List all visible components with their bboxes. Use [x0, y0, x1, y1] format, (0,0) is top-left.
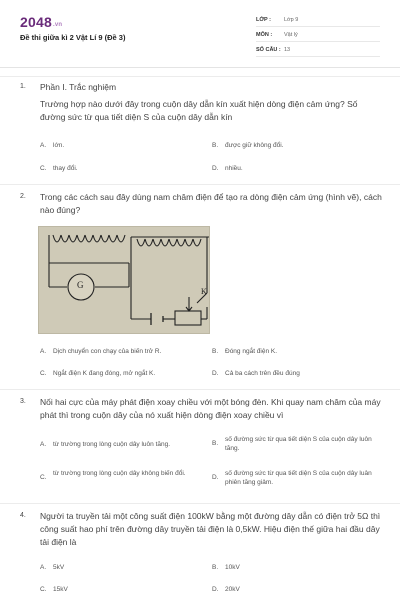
option-letter: A.: [40, 441, 47, 448]
option-letter: A.: [40, 564, 47, 571]
option-letter: B.: [212, 564, 219, 571]
question-number: 1.: [20, 83, 26, 90]
exam-title: Đề thi giữa kì 2 Vật Lí 9 (Đề 3): [20, 33, 126, 42]
option-text: Dịch chuyển con chạy của biến trở R.: [53, 348, 162, 355]
option-text: Đóng ngắt điện K.: [225, 348, 278, 355]
option-text: 5kV: [53, 564, 65, 571]
option-letter: B.: [212, 440, 219, 447]
question-4: [0, 503, 400, 600]
option-text: Ngắt điện K đang đóng, mở ngắt K.: [53, 370, 156, 377]
logo-suffix: .vn: [52, 22, 63, 28]
meta-label: SỐ CÂU :: [256, 47, 281, 53]
question-text: Người ta truyền tải một công suất điện 100kW bằng một đường dây dẫn có điện trở 5Ω thì công suất hao phí trên đường dây truyền tải điện là 0,5kW. Hiệu điện thế giữa hai đầu dây tải điện là: [40, 511, 381, 547]
circuit-diagram: [39, 227, 211, 335]
section-title: Phần I. Trắc nghiệm: [40, 82, 117, 92]
option-text: nhiều.: [225, 165, 243, 172]
option-text: số đường sức từ qua tiết diện S của cuộn dây luôn tăng.: [225, 436, 372, 452]
option-letter: C.: [40, 474, 47, 481]
option-text: 10kV: [225, 564, 240, 571]
logo-text: 2048: [20, 14, 52, 30]
option-text: số đường sức từ qua tiết diện S của cuộn dây luân phiên tăng giảm.: [225, 470, 372, 486]
option-letter: C.: [40, 370, 47, 377]
meta-question-count: [256, 44, 380, 57]
question-1: [0, 76, 400, 183]
meta-value: Lớp 9: [284, 17, 299, 23]
question-text: Trong các cách sau đây dùng nam châm điện để tạo ra dòng điện cảm ứng (hình vẽ), cách nào đúng?: [40, 192, 382, 215]
battery-icon: [151, 313, 163, 325]
option-letter: B.: [212, 142, 219, 149]
site-logo[interactable]: [20, 14, 62, 30]
meta-value: 13: [284, 47, 291, 53]
meta-subject: [256, 29, 380, 42]
question-text: Trường hợp nào dưới đây trong cuộn dây dẫn kín xuất hiện dòng điện cảm ứng? Số đường sức từ qua tiết diện S của cuộn dây dẫn kín: [40, 99, 358, 122]
switch-label: K: [201, 287, 207, 296]
option-text: thay đổi.: [53, 165, 78, 172]
meta-label: MÔN :: [256, 32, 273, 38]
question-number: 2.: [20, 193, 26, 200]
question-text: Nối hai cực của máy phát điện xoay chiều với một bóng đèn. Khi quay nam châm của máy phát thì trong cuộn dây của nó xuất hiện dòng điện xoay chiều vì: [40, 397, 381, 420]
option-letter: D.: [212, 165, 219, 172]
question-number: 3.: [20, 398, 26, 405]
option-text: từ trường trong lòng cuộn dây luôn tăng.: [53, 441, 171, 448]
meta-class: [256, 14, 380, 27]
meta-value: Vật lý: [284, 32, 298, 38]
question-number: 4.: [20, 512, 26, 519]
option-text: lớn.: [53, 142, 65, 149]
option-letter: A.: [40, 142, 47, 149]
option-text: 15kV: [53, 586, 68, 593]
option-letter: C.: [40, 586, 47, 593]
option-letter: D.: [212, 370, 219, 377]
option-text: 20kV: [225, 586, 240, 593]
meta-label: LỚP :: [256, 17, 271, 23]
question-3: [0, 389, 400, 502]
option-text: từ trường trong lòng cuộn dây không biến đổi.: [53, 470, 186, 477]
option-letter: B.: [212, 348, 219, 355]
option-text: được giữ không đổi.: [225, 142, 284, 149]
option-letter: C.: [40, 165, 47, 172]
option-letter: A.: [40, 348, 47, 355]
option-letter: D.: [212, 586, 219, 593]
galvanometer-label: G: [77, 280, 84, 290]
option-text: Cả ba cách trên đều đúng: [225, 370, 300, 377]
primary-coil: [131, 237, 209, 325]
circuit-figure: [38, 226, 210, 334]
option-letter: D.: [212, 474, 219, 481]
page-header: [0, 0, 400, 68]
